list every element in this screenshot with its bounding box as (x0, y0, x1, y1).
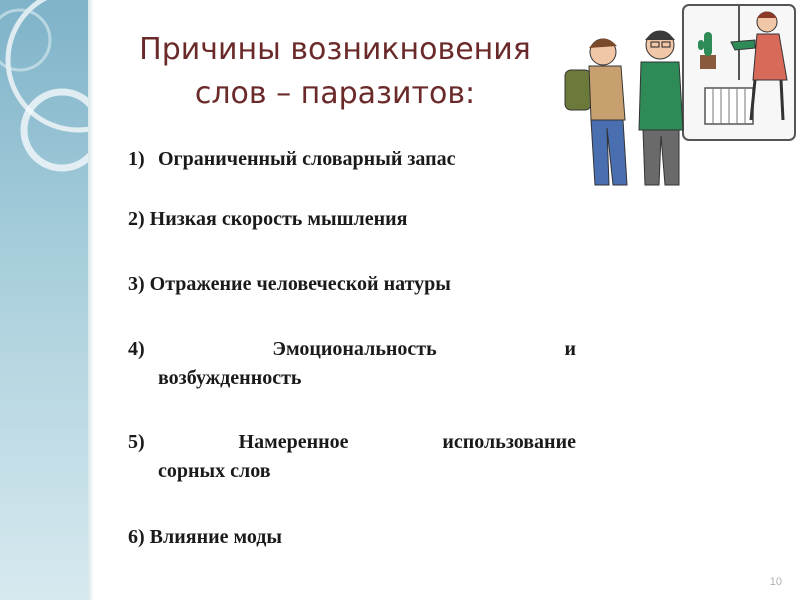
title-line-2: слов – паразитов: (194, 76, 476, 111)
item-number: 5) (128, 431, 145, 453)
item-number: 1) (128, 148, 145, 170)
title-line-1: Причины возникновения (139, 32, 531, 67)
list-item (128, 335, 576, 393)
item-text: Влияние моды (149, 526, 283, 548)
sidebar-circles (0, 0, 88, 600)
item-number: 3) (128, 273, 145, 295)
watering-can-icon (731, 40, 755, 50)
item-text: Низкая скорость мышления (149, 208, 408, 230)
item-word: Эмоциональность (272, 338, 437, 360)
slide-title (110, 28, 560, 116)
item-number: 2) (128, 208, 145, 230)
item-word: Намеренное (238, 431, 349, 453)
item-text: Ограниченный словарный запас (158, 148, 456, 170)
item-text: Отражение человеческой натуры (149, 273, 451, 295)
boy-with-glasses (639, 31, 683, 185)
boy-with-backpack (565, 38, 627, 185)
backpack-icon (565, 70, 591, 110)
page-number: 10 (769, 576, 782, 588)
item-number: 4) (128, 338, 145, 360)
item-word: использование (442, 431, 576, 453)
cartoon-illustration (555, 0, 800, 210)
item-continuation: возбужденность (158, 367, 302, 389)
item-word: и (564, 338, 576, 360)
item-continuation: сорных слов (158, 460, 271, 482)
list-item (128, 270, 576, 299)
sidebar-edge (88, 0, 94, 600)
decorative-sidebar (0, 0, 88, 600)
item-number: 6) (128, 526, 145, 548)
list-item (128, 428, 576, 486)
radiator-icon (705, 88, 753, 124)
list-item (128, 205, 576, 234)
list-item (128, 523, 576, 552)
list-item (128, 145, 576, 174)
